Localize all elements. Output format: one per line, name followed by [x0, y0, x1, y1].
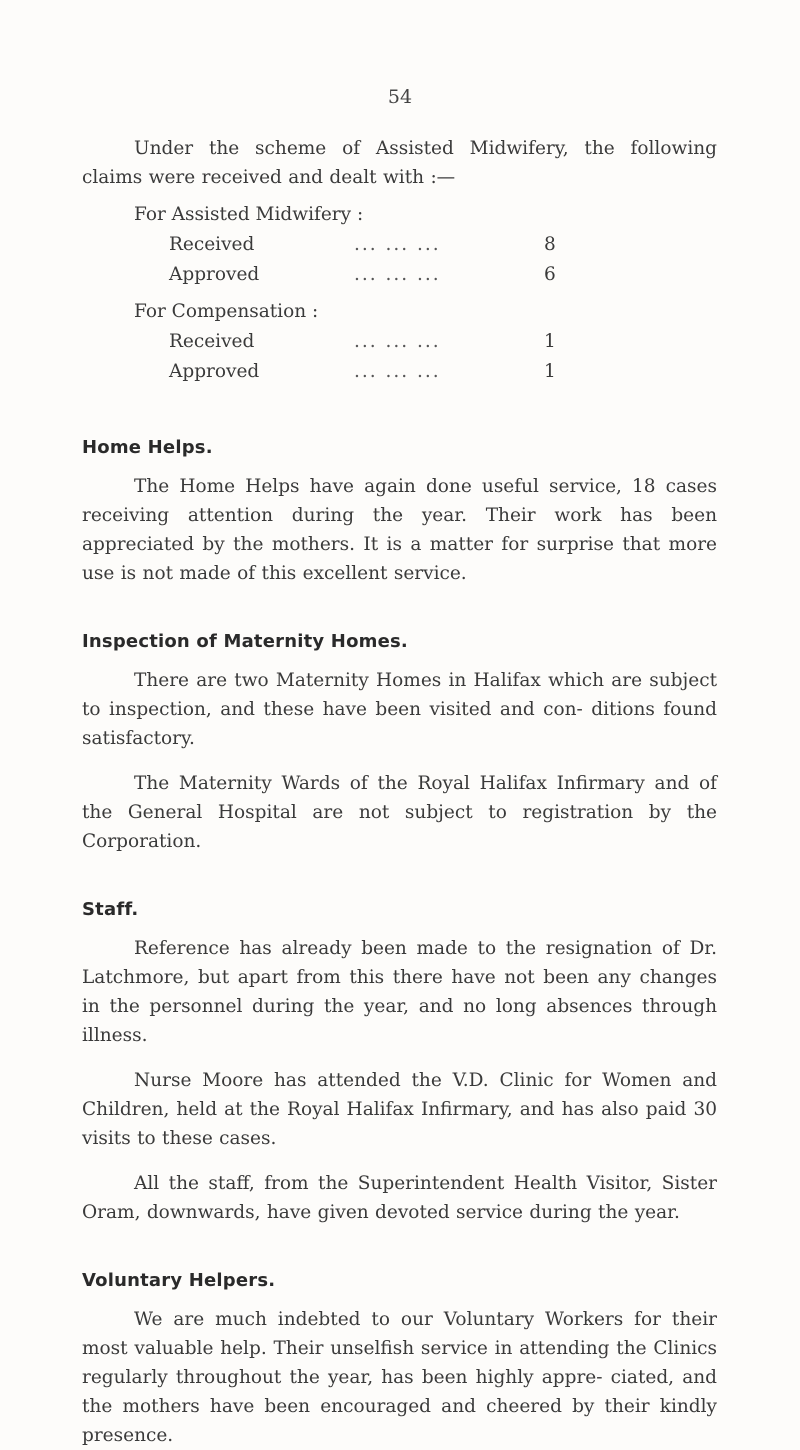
claim-value: 6	[544, 264, 556, 285]
claim-row	[169, 357, 717, 387]
page-number: 54	[387, 86, 413, 108]
section-heading-home-helps: Home Helps.	[82, 437, 213, 458]
staff-paragraph: Nurse Moore has attended the V.D. Clinic for Women and Children, held at the Royal Halifax Infirmary, and has also paid 30 visits to these cases.	[82, 1070, 717, 1149]
claim-label: Received	[169, 234, 255, 255]
voluntary-paragraph: We are much indebted to our Voluntary Workers for their most valuable help. Their unselfish service in attending the Clinics regularly throughout the year, has been highly appre- ciated, and the mothers have been encouraged and cheered by their kindly presence.	[82, 1309, 717, 1446]
claim-leader-dots: ... ... ...	[354, 361, 441, 382]
claim-label: Approved	[169, 264, 260, 285]
claim-value: 8	[544, 234, 556, 255]
claim-label: Received	[169, 331, 255, 352]
section-heading-voluntary-helpers: Voluntary Helpers.	[82, 1270, 276, 1291]
claims-group-title: For Compensation :	[134, 301, 319, 322]
claim-leader-dots: ... ... ...	[354, 234, 441, 255]
claim-value: 1	[544, 331, 556, 352]
claim-label: Approved	[169, 361, 260, 382]
staff-paragraph: All the staff, from the Superintendent Health Visitor, Sister Oram, downwards, have given devoted service during the year.	[82, 1173, 717, 1223]
claim-row	[169, 327, 717, 357]
section-heading-staff: Staff.	[82, 899, 139, 920]
staff-paragraph: Reference has already been made to the resignation of Dr. Latchmore, but apart from this there have not been any changes in the personnel during the year, and no long absences through illness.	[82, 938, 717, 1046]
section-heading-inspection: Inspection of Maternity Homes.	[82, 631, 408, 652]
claims-group-title: For Assisted Midwifery :	[134, 204, 364, 225]
inspection-paragraph: There are two Maternity Homes in Halifax which are subject to inspection, and these have been visited and con- ditions found satisfactory.	[82, 670, 717, 749]
claim-leader-dots: ... ... ...	[354, 264, 441, 285]
home-helps-paragraph: The Home Helps have again done useful service, 18 cases receiving attention during the year. Their work has been appreciated by the mothers. It is a matter for surprise that more use is not made of this excellent service.	[82, 476, 717, 584]
claims-list	[134, 200, 717, 387]
claim-row	[169, 230, 717, 260]
claim-value: 1	[544, 361, 556, 382]
intro-paragraph: Under the scheme of Assisted Midwifery, the following claims were received and dealt with :—	[82, 138, 717, 188]
inspection-paragraph: The Maternity Wards of the Royal Halifax Infirmary and of the General Hospital are not subject to registration by the Corporation.	[82, 773, 717, 852]
page-content	[82, 134, 717, 1450]
claim-row	[169, 260, 717, 290]
claim-leader-dots: ... ... ...	[354, 331, 441, 352]
